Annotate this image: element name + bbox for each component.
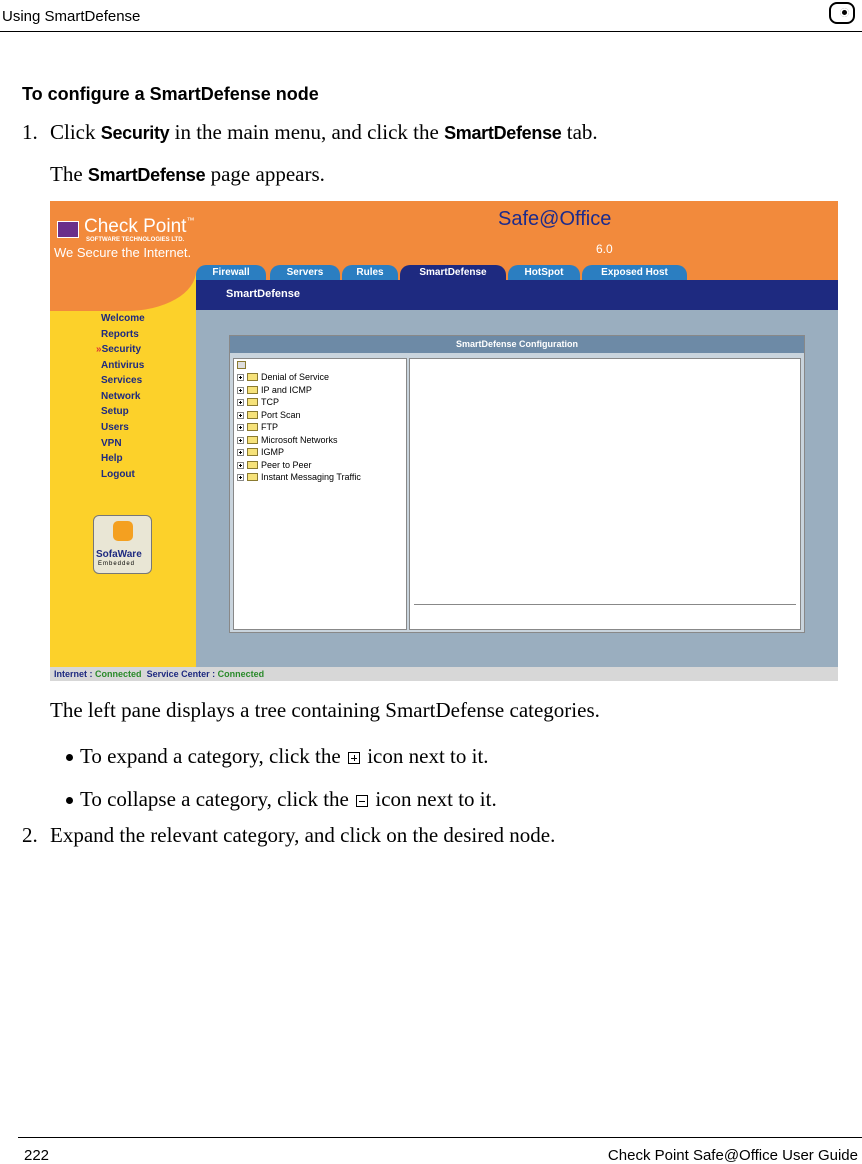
step-2-text: Expand the relevant category, and click on the desired node. (50, 823, 556, 847)
menu-logout[interactable]: Logout (101, 469, 135, 480)
expand-icon (237, 474, 244, 481)
tree-node[interactable]: Instant Messaging Traffic (237, 472, 361, 482)
tab-smartdefense[interactable]: SmartDefense (400, 265, 506, 280)
menu-antivirus[interactable]: Antivirus (101, 360, 145, 371)
sofaware-logo: SofaWare Embedded (93, 515, 152, 574)
tab-servers[interactable]: Servers (270, 265, 340, 280)
bullet-collapse: To collapse a category, click the icon next to it. (80, 787, 497, 811)
detail-pane (409, 358, 801, 630)
menu-setup[interactable]: Setup (101, 406, 129, 417)
expand-icon (237, 374, 244, 381)
step-1-result: The SmartDefense page appears. (50, 162, 325, 186)
security-menu-ref: Security (100, 123, 170, 143)
expand-icon (237, 399, 244, 406)
menu-security[interactable]: » Security (96, 344, 141, 355)
folder-icon (247, 473, 258, 481)
expand-icon (237, 449, 244, 456)
tree-node[interactable]: FTP (237, 422, 278, 432)
brand-slogan: We Secure the Internet. (54, 245, 192, 260)
bullet-dot (66, 754, 73, 761)
expand-icon (237, 462, 244, 469)
tree-node[interactable]: TCP (237, 397, 279, 407)
menu-vpn[interactable]: VPN (101, 438, 122, 449)
expand-icon (237, 424, 244, 431)
expand-plus-icon (348, 752, 360, 764)
menu-help[interactable]: Help (101, 453, 123, 464)
tab-rules[interactable]: Rules (342, 265, 398, 280)
step-1-number: 1. (22, 120, 38, 144)
page-number: 222 (24, 1147, 50, 1164)
config-title: SmartDefense Configuration (230, 336, 804, 353)
internet-status: Connected (95, 669, 142, 679)
collapse-minus-icon (356, 795, 368, 807)
checkpoint-logo-icon (57, 221, 79, 238)
menu-services[interactable]: Services (101, 375, 143, 386)
config-panel (229, 335, 805, 633)
smartdefense-screenshot (50, 201, 838, 681)
folder-icon (247, 386, 258, 394)
expand-icon (237, 412, 244, 419)
procedure-title: To configure a SmartDefense node (22, 84, 319, 104)
footer-rule (18, 1137, 862, 1138)
page-title-bar (196, 280, 838, 310)
folder-icon (247, 436, 258, 444)
bullet-dot (66, 797, 73, 804)
page-title: SmartDefense (226, 288, 300, 300)
folder-icon (247, 398, 258, 406)
step-2-number: 2. (22, 823, 38, 847)
tab-firewall[interactable]: Firewall (196, 265, 266, 280)
guide-title: Check Point Safe@Office User Guide (607, 1147, 858, 1164)
tab-exposed-host[interactable]: Exposed Host (582, 265, 687, 280)
menu-reports[interactable]: Reports (101, 329, 139, 340)
expand-icon (237, 437, 244, 444)
sofaware-robot-icon (113, 521, 133, 541)
product-title: Safe@Office (498, 208, 612, 230)
tree-node[interactable]: IP and ICMP (237, 385, 312, 395)
smartdefense-page-ref: SmartDefense (87, 165, 206, 185)
procedure-eye-icon (829, 2, 855, 24)
tree-node[interactable]: IGMP (237, 447, 284, 457)
menu-users[interactable]: Users (101, 422, 129, 433)
tree-node[interactable]: Peer to Peer (237, 460, 312, 470)
folder-icon (247, 448, 258, 456)
brand-name: Check Point™ (84, 216, 195, 237)
brand-sub: SOFTWARE TECHNOLOGIES LTD. (86, 237, 185, 243)
folder-icon (247, 461, 258, 469)
tree-node[interactable]: Port Scan (237, 410, 301, 420)
tree-node[interactable]: Denial of Service (237, 372, 329, 382)
category-tree[interactable] (233, 358, 407, 630)
folder-icon (247, 411, 258, 419)
page-header (0, 0, 862, 32)
service-center-status: Connected (217, 669, 265, 679)
folder-icon (247, 373, 258, 381)
description: The left pane displays a tree containing SmartDefense categories. (50, 698, 600, 722)
product-version: 6.0 (596, 242, 613, 256)
status-bar: Internet : Connected Service Center : Connected (50, 667, 838, 681)
tab-hotspot[interactable]: HotSpot (508, 265, 580, 280)
smartdefense-tab-ref: SmartDefense (444, 123, 562, 143)
tree-root-icon[interactable] (237, 360, 249, 370)
folder-icon (247, 423, 258, 431)
header-title: Using SmartDefense (2, 8, 141, 25)
menu-network[interactable]: Network (101, 391, 141, 402)
bullet-expand: To expand a category, click the icon next to it. (80, 744, 489, 768)
expand-icon (237, 387, 244, 394)
tree-node[interactable]: Microsoft Networks (237, 435, 338, 445)
menu-welcome[interactable]: Welcome (101, 313, 145, 324)
